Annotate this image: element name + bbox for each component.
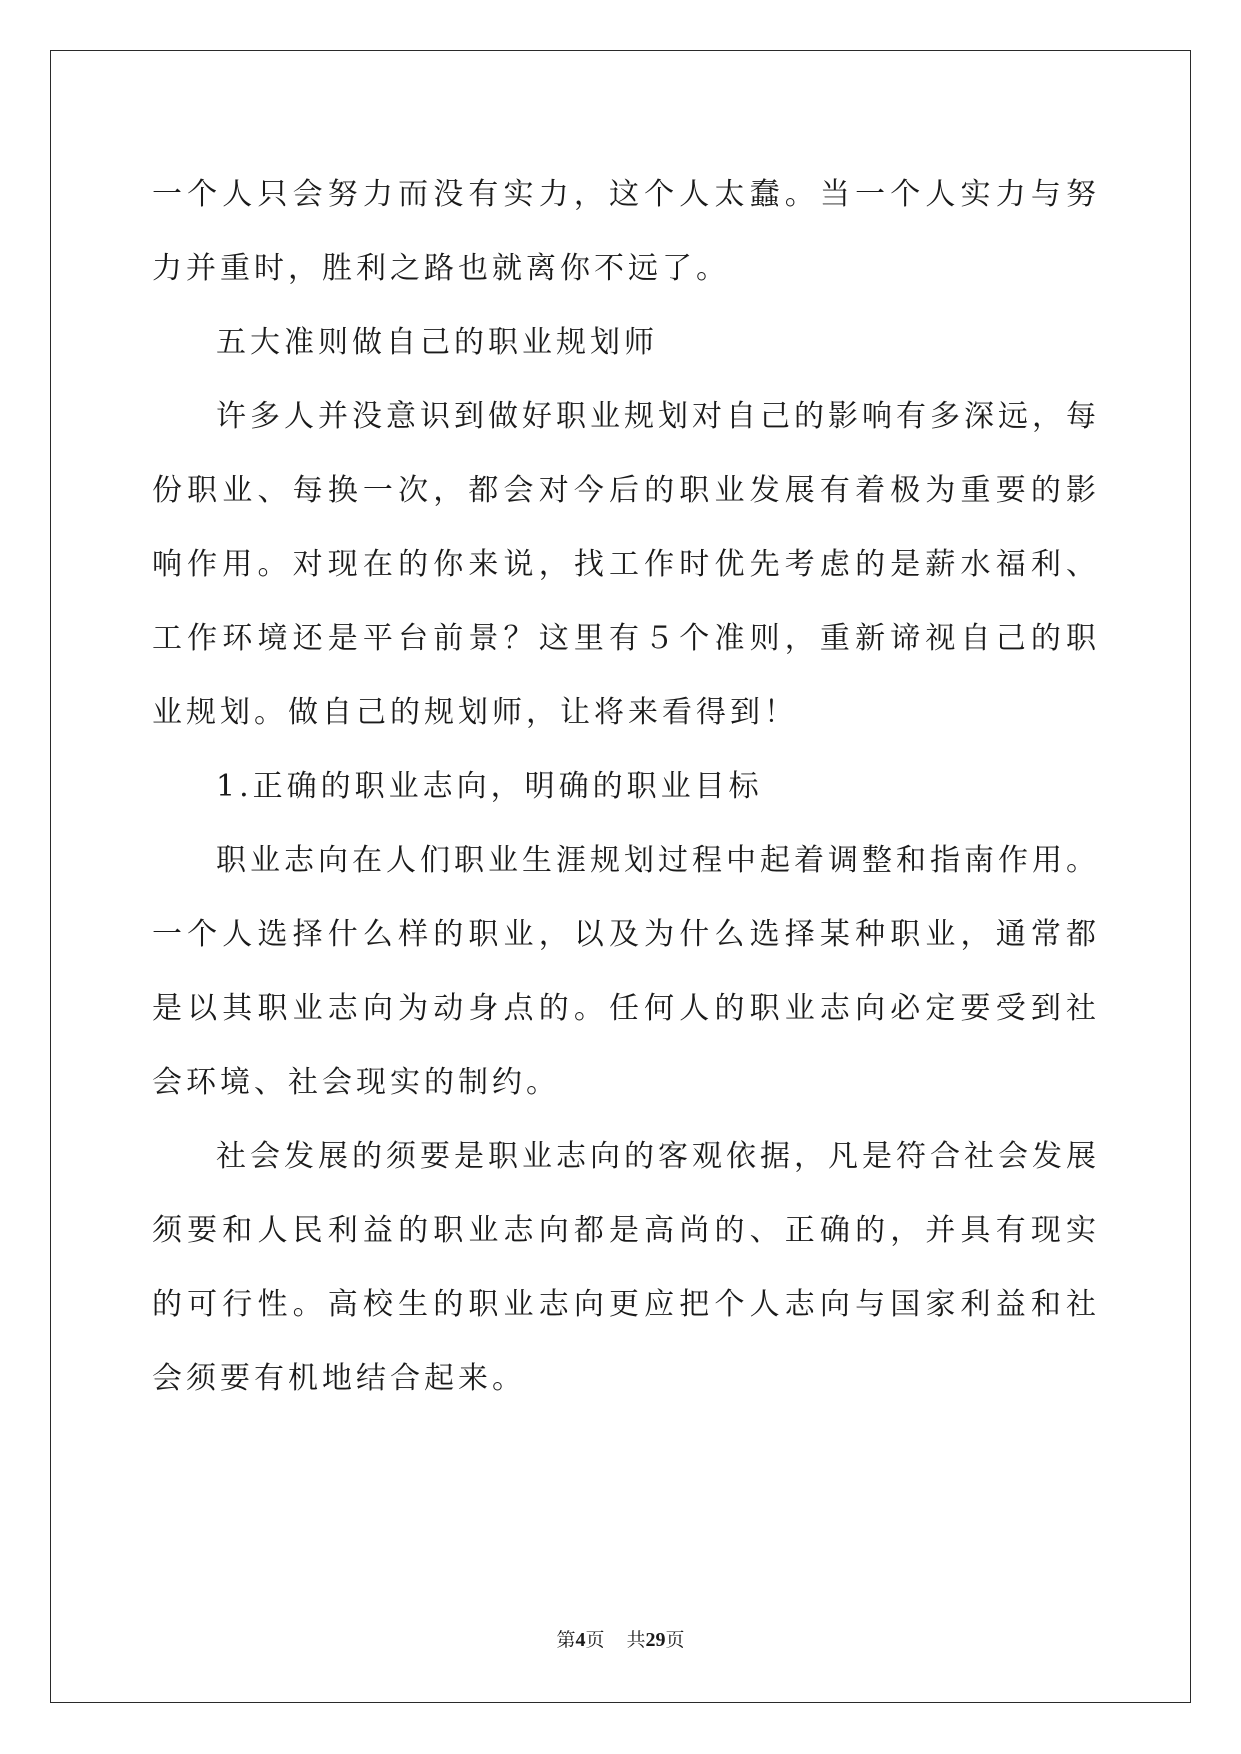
paragraph-1: 一个人只会努力而没有实力，这个人太蠢。当一个人实力与努力并重时，胜利之路也就离你不远了。	[152, 177, 1100, 286]
paragraph-2: 许多人并没意识到做好职业规划对自己的影响有多深远，每份职业、每换一次，都会对今后的职业发展有着极为重要的影响作用。对现在的你来说，找工作时优先考虑的是薪水福利、工作环境还是平台前景？这里有５个准则，重新谛视自己的职业规划。做自己的规划师，让将来看得到！	[152, 399, 1100, 730]
paragraph-3: 职业志向在人们职业生涯规划过程中起着调整和指南作用。一个人选择什么样的职业，以及为什么选择某种职业，通常都是以其职业志向为动身点的。任何人的职业志向必定要受到社会环境、社会现实的制约。	[152, 843, 1100, 1100]
paragraph-4: 社会发展的须要是职业志向的客观依据，凡是符合社会发展须要和人民利益的职业志向都是高尚的、正确的，并具有现实的可行性。高校生的职业志向更应把个人志向与国家利益和社会须要有机地结合起来。	[152, 1139, 1100, 1396]
section-heading: 五大准则做自己的职业规划师	[216, 325, 658, 360]
footer-page-suffix: 页	[585, 1630, 605, 1651]
footer-prefix: 第	[556, 1630, 576, 1651]
footer-total-suffix: 页	[665, 1630, 685, 1651]
total-page-count: 29	[645, 1629, 666, 1651]
current-page-number: 4	[575, 1629, 586, 1651]
document-body	[152, 158, 1100, 1416]
page-footer	[0, 1625, 1241, 1652]
subsection-heading: 1.正确的职业志向，明确的职业目标	[216, 769, 763, 804]
footer-total-prefix: 共	[626, 1630, 646, 1651]
